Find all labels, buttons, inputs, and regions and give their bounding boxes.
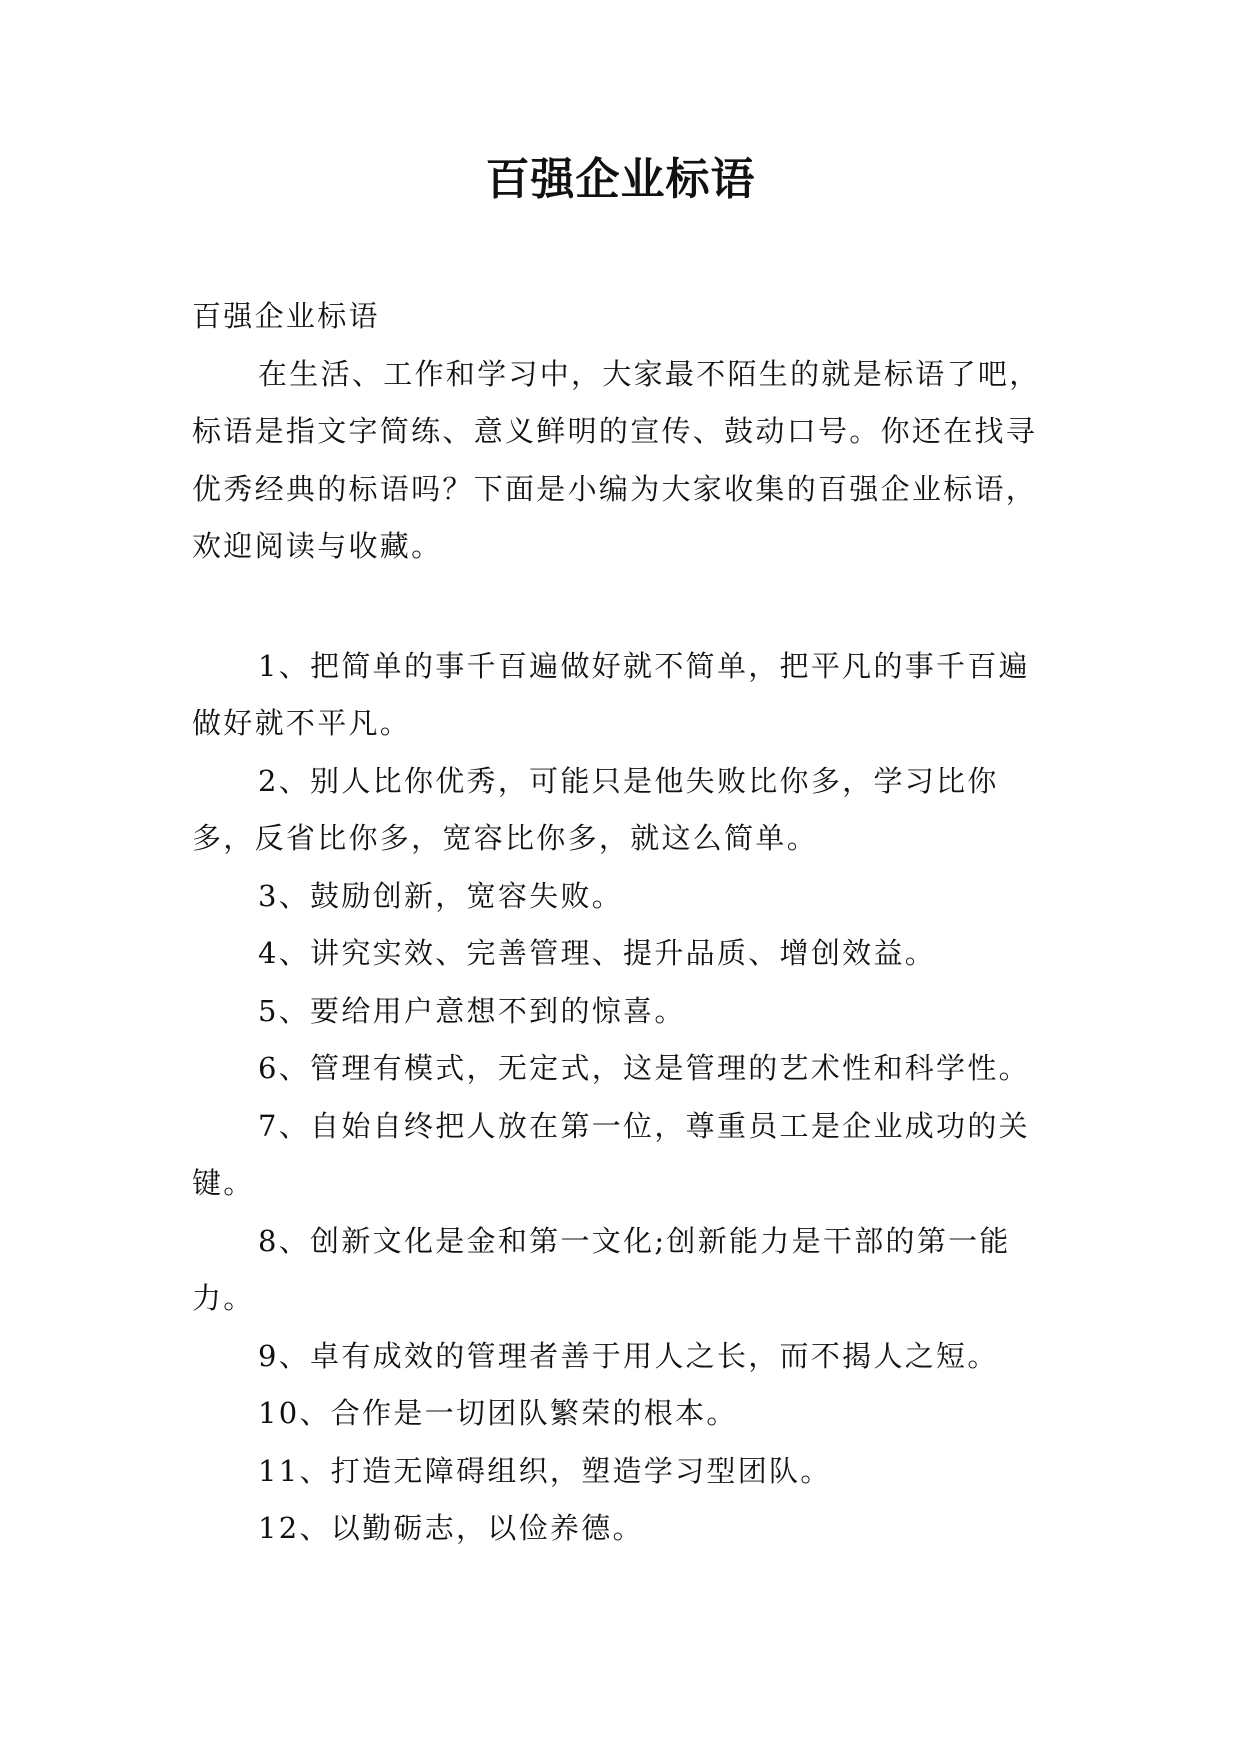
slogan-item: 8、创新文化是金和第一文化;创新能力是干部的第一能力。 <box>192 1223 1011 1315</box>
slogan-item: 12、以勤砺志，以俭养德。 <box>258 1511 644 1545</box>
slogan-item: 3、鼓励创新，宽容失败。 <box>258 878 624 913</box>
document-subtitle: 百强企业标语 <box>192 299 380 333</box>
document-title: 百强企业标语 <box>485 154 756 205</box>
slogan-item: 9、卓有成效的管理者善于用人之长，而不揭人之短。 <box>258 1338 999 1373</box>
slogan-item: 5、要给用户意想不到的惊喜。 <box>258 993 686 1028</box>
slogan-item: 4、讲究实效、完善管理、提升品质、增创效益。 <box>258 936 937 970</box>
slogan-item: 11、打造无障碍组织，塑造学习型团队。 <box>258 1453 832 1488</box>
slogan-item: 7、自始自终把人放在第一位，尊重员工是企业成功的关键。 <box>192 1108 1030 1200</box>
intro-paragraph: 在生活、工作和学习中，大家最不陌生的就是标语了吧，标语是指文字简练、意义鲜明的宣传、鼓动口号。你还在找寻优秀经典的标语吗？下面是小编为大家收集的百强企业标语，欢迎阅读与收藏。 <box>192 356 1041 563</box>
slogan-item: 10、合作是一切团队繁荣的根本。 <box>258 1396 738 1430</box>
slogan-item: 2、别人比你优秀，可能只是他失败比你多，学习比你多，反省比你多，宽容比你多，就这么简单。 <box>192 763 999 855</box>
document-body <box>192 288 1054 1558</box>
slogan-item: 1、把简单的事千百遍做好就不简单，把平凡的事千百遍做好就不平凡。 <box>192 648 1030 740</box>
slogan-item: 6、管理有模式，无定式，这是管理的艺术性和科学性。 <box>258 1051 1030 1085</box>
paragraph-gap <box>192 576 1054 638</box>
